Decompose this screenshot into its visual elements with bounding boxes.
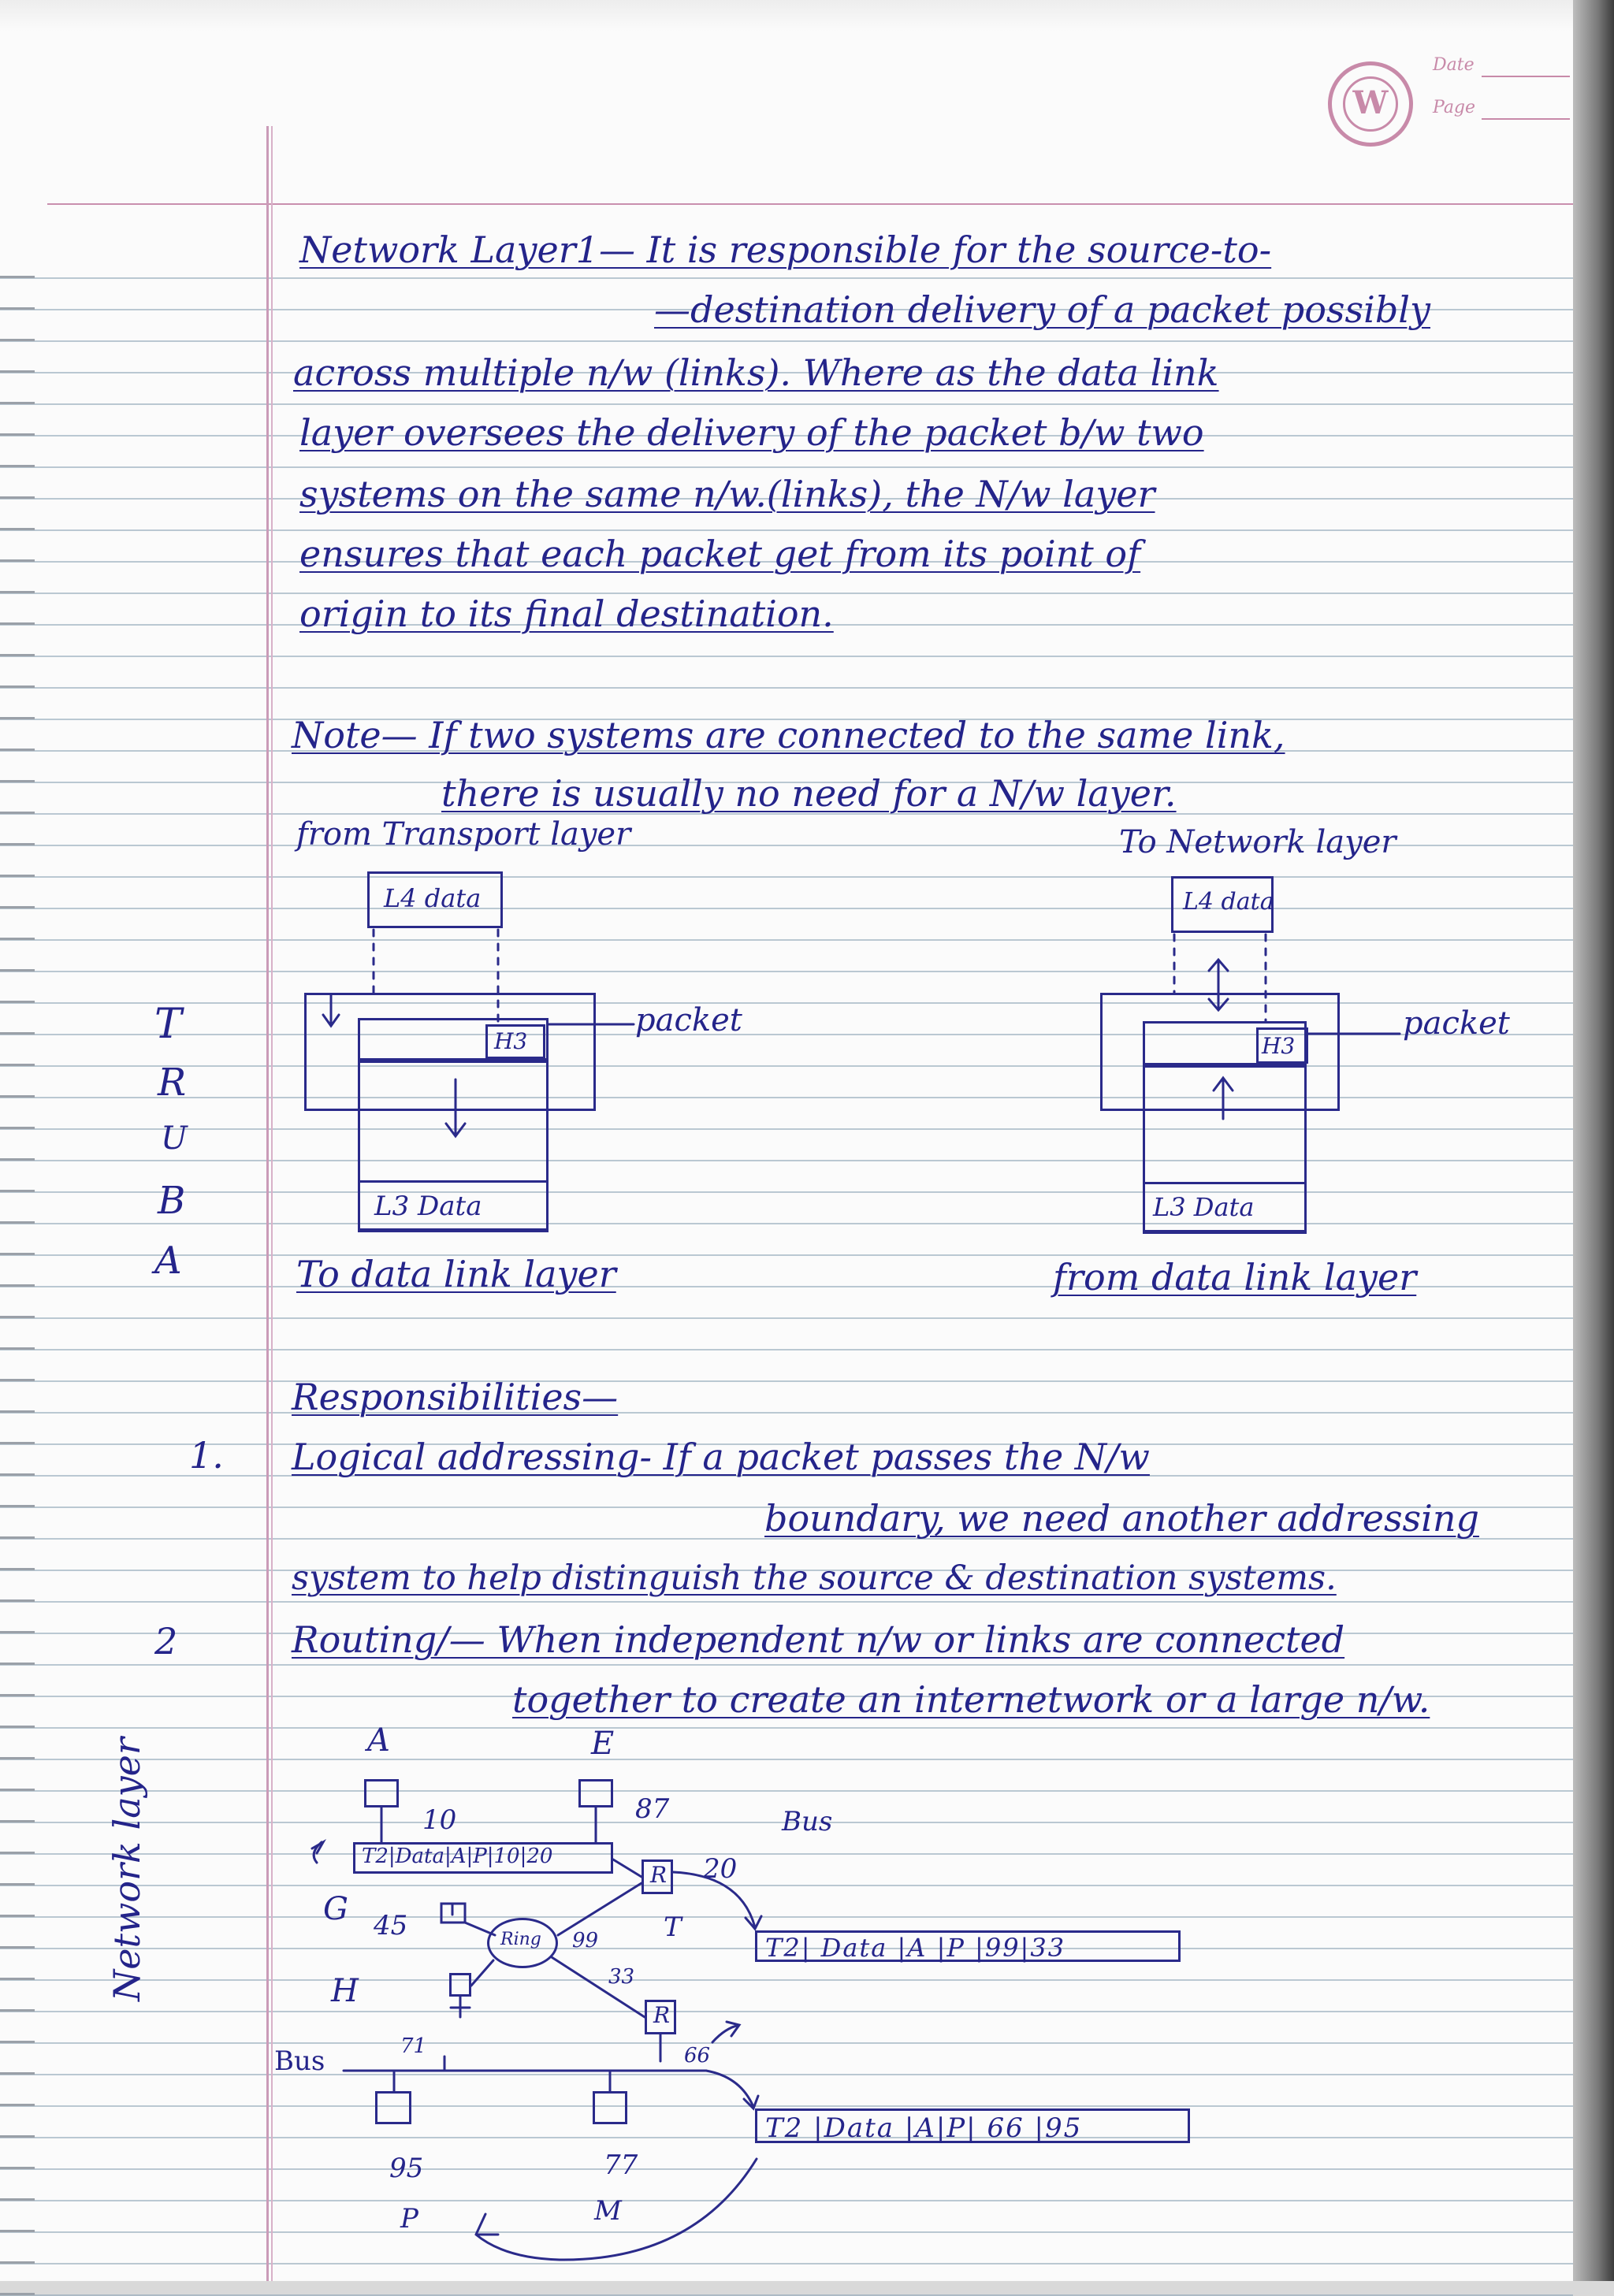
from-transport-label: from Transport layer (296, 816, 631, 853)
node-m-label: M (594, 2195, 622, 2227)
h3-label-right: H3 (1262, 1033, 1296, 1059)
from-data-link-label: from data link layer (1053, 1256, 1417, 1298)
node-g-label: G (323, 1891, 348, 1927)
side-letter-b: B (158, 1179, 186, 1223)
responsibilities-title: Responsibilities— (292, 1376, 619, 1418)
addr-33: 33 (608, 1965, 635, 1989)
side-letter-u: U (161, 1120, 188, 1157)
margin-tick (0, 2293, 35, 2295)
packet-label-right: packet (1403, 1005, 1510, 1042)
item-2-number: 2 (154, 1620, 178, 1663)
router-bottom-label: R (653, 2002, 671, 2028)
addr-66: 66 (684, 2044, 711, 2068)
note-line-2: there is usually no need for a N/w layer. (441, 772, 1177, 815)
node-a-label: A (367, 1722, 390, 1759)
logo-letter: W (1343, 76, 1398, 132)
note-line-1: Note— If two systems are connected to the same link, (292, 714, 1285, 756)
addr-20: 20 (703, 1853, 738, 1885)
to-network-label: To Network layer (1119, 824, 1396, 860)
l3-data-label-right: L3 Data (1153, 1192, 1255, 1222)
item-1-line-1: Logical addressing- If a packet passes the N/w (292, 1436, 1150, 1478)
node-e-label: E (591, 1726, 615, 1762)
intro-line-7: origin to its final destination. (299, 593, 834, 635)
l4-data-label-left: L4 data (384, 883, 482, 913)
bus-bottom-label: Bus (274, 2045, 325, 2077)
node-t-label: T (664, 1911, 682, 1943)
addr-45: 45 (374, 1910, 408, 1941)
intro-line-2: —destination delivery of a packet possibly (654, 288, 1431, 331)
l3-data-label-left: L3 Data (374, 1191, 482, 1222)
date-label: Date (1433, 55, 1475, 75)
node-h-label: H (331, 1973, 359, 2009)
side-letter-r: R (158, 1061, 187, 1105)
frame-1-label: T2|Data|A|P|10|20 (362, 1845, 553, 1868)
item-2-line-2: together to create an internetwork or a large n/w. (512, 1678, 1430, 1721)
addr-71: 71 (400, 2034, 427, 2058)
h3-label-left: H3 (494, 1028, 528, 1054)
addr-77: 77 (604, 2149, 638, 2181)
item-1-line-2: boundary, we need another addressing (764, 1497, 1479, 1540)
page-label: Page (1433, 98, 1476, 117)
addr-95: 95 (389, 2153, 424, 2184)
addr-87: 87 (635, 1793, 670, 1825)
side-letter-a: A (154, 1239, 182, 1283)
item-1-number: 1. (189, 1434, 224, 1477)
node-p-label: P (400, 2203, 418, 2235)
packet-label-left: packet (635, 1002, 742, 1038)
intro-line-5: systems on the same n/w.(links), the N/w layer (299, 473, 1155, 515)
to-data-link-label: To data link layer (296, 1253, 616, 1295)
frame-2-label: T2| Data |A |P |99|33 (765, 1933, 1066, 1963)
bus-top-label: Bus (782, 1806, 833, 1837)
item-2-line-1: Routing/— When independent n/w or links are connected (292, 1618, 1345, 1661)
intro-line-1: Network Layer1— It is responsible for the source-to- (299, 228, 1272, 271)
network-layer-side-label: Network layer (106, 1737, 148, 2001)
l4-data-label-right: L4 data (1183, 888, 1274, 916)
side-letter-t: T (154, 1001, 182, 1048)
intro-line-3: across multiple n/w (links). Where as the data link (293, 351, 1219, 394)
ring-label: Ring (500, 1930, 541, 1949)
intro-line-6: ensures that each packet get from its point of (299, 533, 1141, 575)
frame-3-label: T2 |Data |A|P| 66 |95 (765, 2112, 1083, 2144)
intro-line-4: layer oversees the delivery of the packet b/w two (299, 411, 1204, 454)
item-1-line-3: system to help distinguish the source & destination systems. (292, 1559, 1337, 1598)
addr-99: 99 (572, 1929, 599, 1952)
addr-10: 10 (422, 1804, 457, 1836)
router-top-label: R (650, 1862, 668, 1888)
